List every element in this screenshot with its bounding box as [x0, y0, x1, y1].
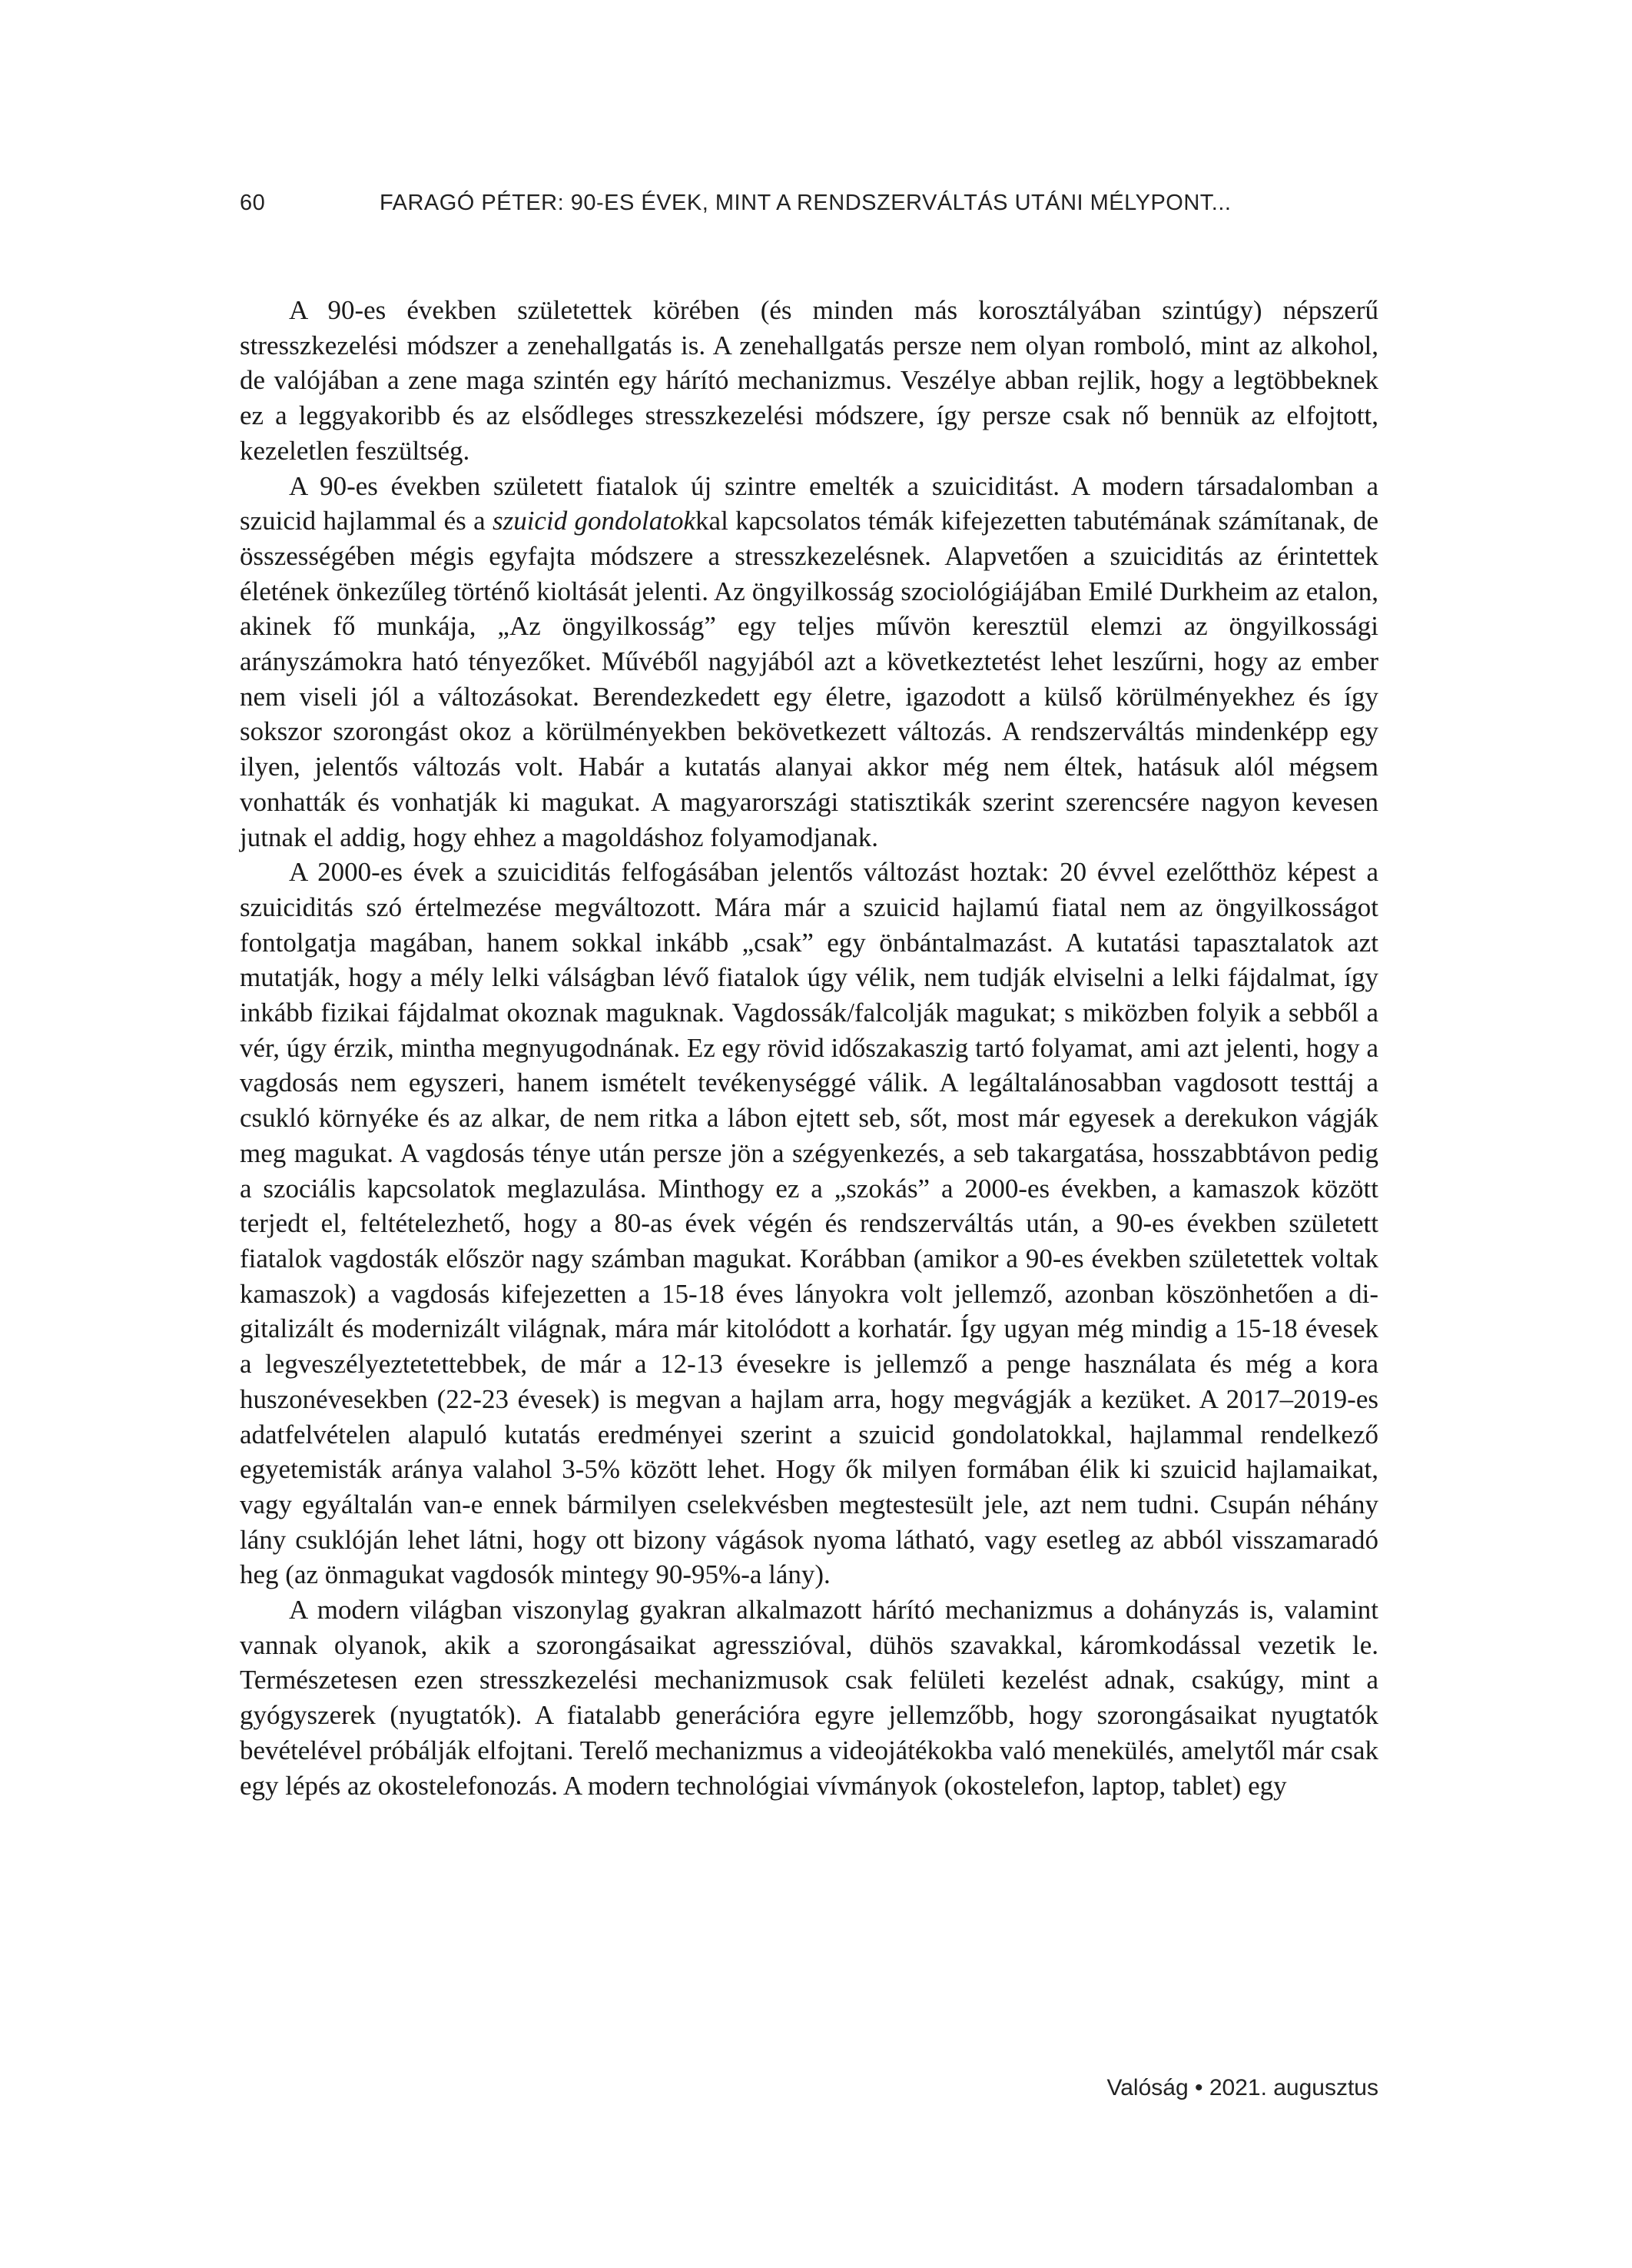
- paragraph-suicidality-rest: kal kapcsolatos témák kifejezetten tabutémának számítanak, de összességében mégis egyfajta módszere a stresszkezelésnek. Alapvetően a szuiciditás az érintettek életének önkezűleg történő kioltását jelenti. Az öngyilkosság szociológiájában Emilé Durkheim az etalon, akinek fő munkája, „Az öngyilkosság” egy teljes művön keresztül elemzi az öngyilkossági arányszámokra ható tényezőket. Művéből nagyjából azt a következtetést lehet leszűrni, hogy az ember nem viseli jól a változásokat. Berendezkedett egy életre, igazodott a külső körülményekhez és így sokszor szorongást okoz a körülményekben bekövetkezett változás. A rendszerváltás mindenképp egy ilyen, jelentős változás volt. Habár a kutatás alanyai akkor még nem éltek, hatásuk alól mégsem vonhatták és vonhatják ki magukat. A magyarországi statisztikák szerint szerencsére nagyon kevesen jutnak el addig, hogy ehhez a magoldáshoz folyamodjanak.: [240, 506, 1378, 852]
- publication-footer: Valóság • 2021. augusztus: [1106, 2075, 1378, 2100]
- paragraph-self-harm: A 2000-es évek a szuiciditás felfogásában jelentős változást hoztak: 20 évvel ezelőtthöz képest a szuiciditás szó értelmezése megváltozott. Mára már a szuicid hajlamú fiatal nem az öngyilkosságot fontolgatja magában, hanem sokkal inkább „csak” egy önbántalmazást. A kutatási tapasztalatok azt mutatják, hogy a mély lelki válságban lévő fiatalok úgy vélik, nem tudják elviselni a lelki fájdalmat, így inkább fizikai fájdalmat okoznak maguknak. Vagdossák/falcolják magukat; s miközben folyik a sebből a vér, úgy érzik, mintha megnyugodnának. Ez egy rövid időszakaszig tartó folyamat, ami azt jelenti, hogy a vagdosás nem egyszeri, hanem ismételt tevékenységgé válik. A legáltalánosabban vagdosott testtáj a csukló környéke és az alkar, de nem ritka a lábon ejtett seb, sőt, most már egyesek a derekukon vágják meg magukat. A vagdosás ténye után persze jön a szégyenkezés, a seb takargatása, hosszabbtávon pedig a szociális kapcsolatok meglazulása. Minthogy ez a „szokás” a 2000-es években, a kamaszok között terjedt el, feltételezhető, hogy a 80-as évek végén és rendszerváltás után, a 90-es években született fiatalok vagdosták először nagy számban magukat. Korábban (amikor a 90-es években születettek voltak kamaszok) a vagdosás kifejezetten a 15-18 éves lányokra volt jellemző, azonban köszönhetően a digitalizált és modernizált világnak, mára már kitolódott a korhatár. Így ugyan még mindig a 15-18 évesek a legveszélyeztetettebbek, de már a 12-13 évesekre is jellemző a penge használata és még a kora huszonévesekben (22-23 évesek) is megvan a hajlam arra, hogy megvágják a kezüket. A 2017–2019-es adatfelvételen alapuló kutatás eredményei szerint a szuicid gondolatokkal, hajlammal rendelkező egyetemisták aránya valahol 3-5% között lehet. Hogy ők milyen formában élik ki szuicid hajlamaikat, vagy egyáltalán van-e ennek bármilyen cselekvésben megtestesült jele, azt nem tudni. Csupán néhány lány csuklóján lehet látni, hogy ott bizony vágások nyoma látható, vagy esetleg az abból visszamaradó heg (az önmagukat vagdosók mintegy 90-95%-a lány).: [240, 857, 1378, 1590]
- running-header: [240, 191, 1377, 224]
- article-body: [240, 293, 1378, 1803]
- paragraph-coping-mechanisms: A modern világban viszonylag gyakran alkalmazott hárító mechanizmus a dohányzás is, valamint vannak olyanok, akik a szorongásaikat agresszióval, dühös szavakkal, káromkodással vezetik le. Természetesen ezen stresszkezelési mechanizmusok csak felületi kezelést adnak, csakúgy, mint a gyógyszerek (nyugtatók). A fiatalabb generációra egyre jellemzőbb, hogy szorongásaikat nyugtatók bevételével próbálják elfojtani. Terelő mechanizmus a videojátékokba való menekülés, amelytől már csak egy lépés az okostelefonozás. A modern technológiai vívmányok (okostelefon, laptop, tablet) egy: [240, 1595, 1378, 1801]
- emphasized-term: szuicid gondolatok: [492, 506, 696, 536]
- running-title: FARAGÓ PÉTER: 90-ES ÉVEK, MINT A RENDSZERVÁLTÁS UTÁNI MÉLYPONT...: [380, 191, 1232, 215]
- page-number: 60: [240, 191, 266, 215]
- paragraph-music: A 90-es években születettek körében (és minden más korosztályában szintúgy) népszerű stresszkezelési módszer a zenehallgatás is. A zenehallgatás persze nem olyan romboló, mint az alkohol, de valójában a zene maga szintén egy hárító mechanizmus. Veszélye abban rejlik, hogy a legtöbbeknek ez a leggyakoribb és az elsődleges stresszkezelési módszere, így persze csak nő bennük az elfojtott, kezeletlen feszültség.: [240, 295, 1378, 466]
- paragraph-suicidality-lead: A 90-es években született fiatalok új szintre emelték a szuiciditást. A modern társadalomban a szuicid hajlammal és a: [240, 470, 1378, 536]
- paragraph-suicidality: [240, 469, 1378, 855]
